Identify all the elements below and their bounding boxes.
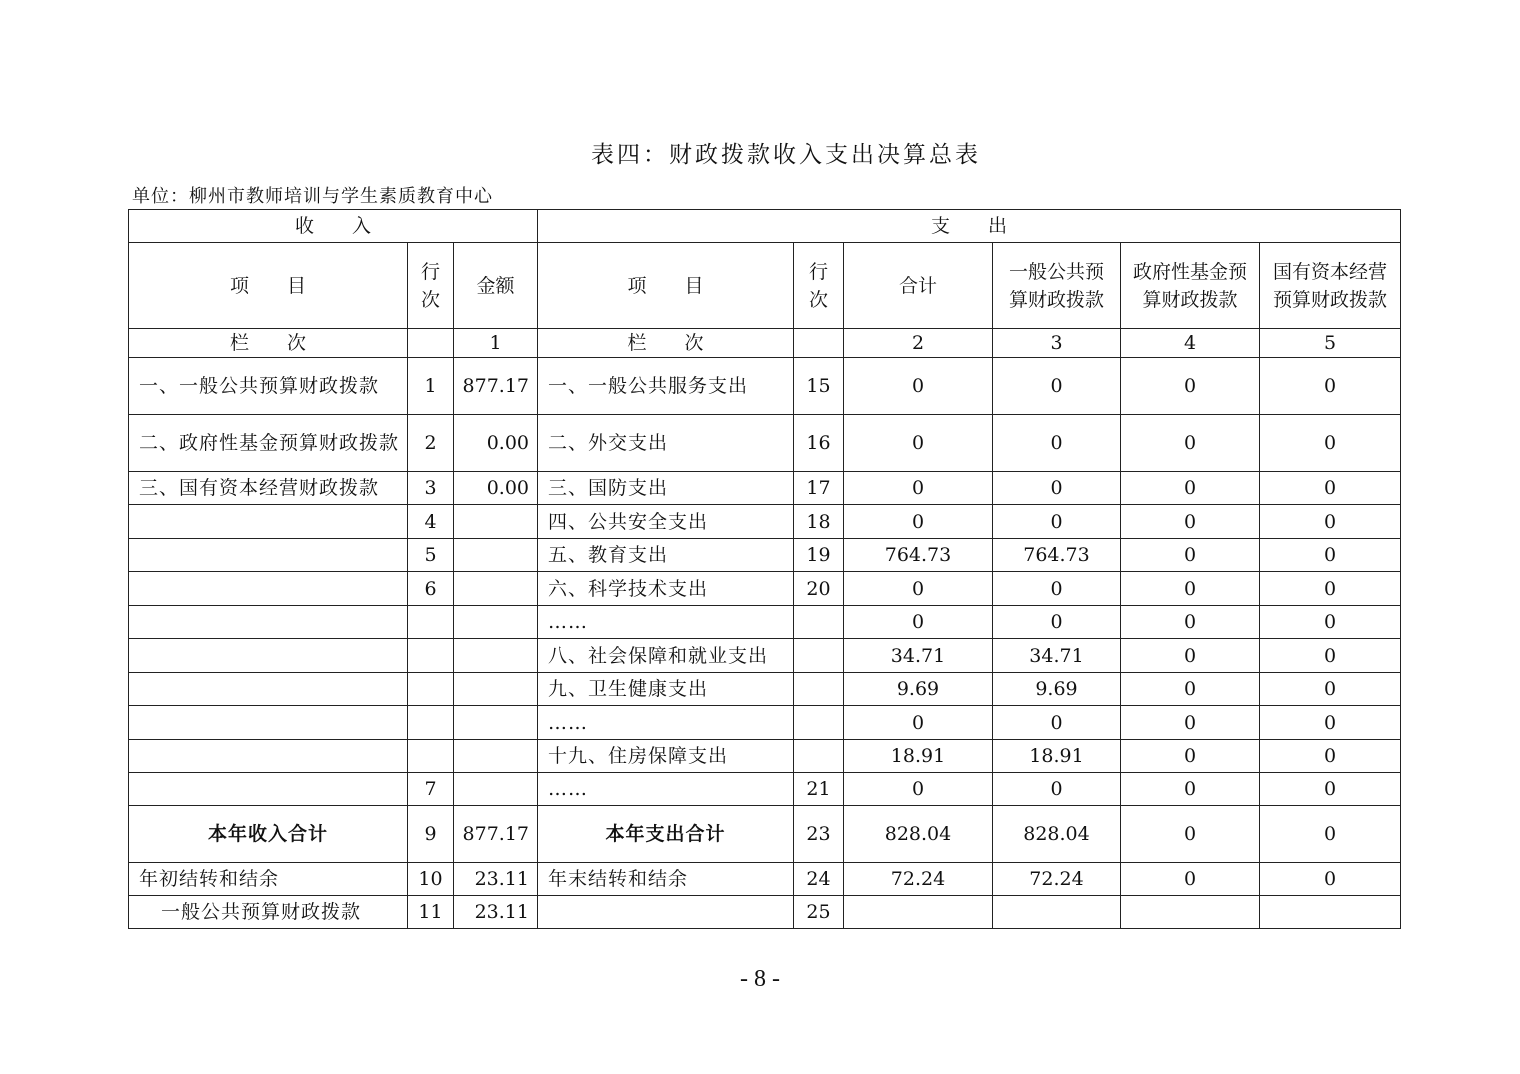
cell-state: 0 bbox=[1260, 539, 1401, 572]
cell-fund: 0 bbox=[1121, 572, 1260, 606]
cell-total: 0 bbox=[844, 415, 993, 472]
cell-out-item: 十九、住房保障支出 bbox=[538, 740, 794, 773]
table-row bbox=[129, 606, 1401, 639]
cell-in-item bbox=[129, 673, 408, 706]
cell-out-item: 三、国防支出 bbox=[538, 472, 794, 505]
cell-in-amt: 0.00 bbox=[454, 472, 538, 505]
cell-in-amt bbox=[454, 539, 538, 572]
cell-out-no: 19 bbox=[794, 539, 844, 572]
cell-state: 0 bbox=[1260, 639, 1401, 673]
cell-fund: 0 bbox=[1121, 740, 1260, 773]
cell-in-no bbox=[408, 740, 454, 773]
cell-out-item: …… bbox=[538, 706, 794, 740]
cell-general: 72.24 bbox=[993, 863, 1121, 896]
cell-out-item: 五、教育支出 bbox=[538, 539, 794, 572]
cell-state: 0 bbox=[1260, 740, 1401, 773]
cell-general: 0 bbox=[993, 706, 1121, 740]
cell-fund: 0 bbox=[1121, 863, 1260, 896]
cell-in-item bbox=[129, 572, 408, 606]
cell-state: 0 bbox=[1260, 505, 1401, 539]
table-row bbox=[129, 505, 1401, 539]
cell-out-no: 16 bbox=[794, 415, 844, 472]
cell-out-no bbox=[794, 673, 844, 706]
cell-in-no: 3 bbox=[408, 472, 454, 505]
cell-general: 34.71 bbox=[993, 639, 1121, 673]
table-row bbox=[129, 415, 1401, 472]
cell-in-item: 二、政府性基金预算财政拨款 bbox=[129, 415, 408, 472]
cell-in-no: 9 bbox=[408, 806, 454, 863]
cell-fund: 0 bbox=[1121, 415, 1260, 472]
table-row bbox=[129, 572, 1401, 606]
column-header-row bbox=[129, 243, 1401, 329]
cell-fund: 0 bbox=[1121, 673, 1260, 706]
general-budget-header: 一般公共预算财政拨款 bbox=[993, 243, 1121, 329]
cell-in-item bbox=[129, 773, 408, 806]
cell-fund: 0 bbox=[1121, 505, 1260, 539]
cell-total: 18.91 bbox=[844, 740, 993, 773]
cell-fund: 0 bbox=[1121, 706, 1260, 740]
cell-in-item: 一、一般公共预算财政拨款 bbox=[129, 358, 408, 415]
cell-in-amt bbox=[454, 706, 538, 740]
cell-out-item: …… bbox=[538, 606, 794, 639]
cell-out-item: 八、社会保障和就业支出 bbox=[538, 639, 794, 673]
section-header-row bbox=[129, 210, 1401, 243]
cell-fund: 0 bbox=[1121, 606, 1260, 639]
cell-in-amt bbox=[454, 505, 538, 539]
cell-in-no: 6 bbox=[408, 572, 454, 606]
cell-in-item: 年初结转和结余 bbox=[129, 863, 408, 896]
cell-general: 0 bbox=[993, 773, 1121, 806]
cell-in-no: 10 bbox=[408, 863, 454, 896]
cell-state: 0 bbox=[1260, 606, 1401, 639]
cell-in-no: 11 bbox=[408, 896, 454, 929]
cell-total: 0 bbox=[844, 773, 993, 806]
cell-general: 828.04 bbox=[993, 806, 1121, 863]
cell-state: 0 bbox=[1260, 415, 1401, 472]
cell-out-item: 六、科学技术支出 bbox=[538, 572, 794, 606]
expense-item-header: 项 目 bbox=[538, 243, 794, 329]
cell-total: 9.69 bbox=[844, 673, 993, 706]
cell-state: 0 bbox=[1260, 773, 1401, 806]
cell-general: 0 bbox=[993, 358, 1121, 415]
cell-general: 9.69 bbox=[993, 673, 1121, 706]
cell-in-amt bbox=[454, 673, 538, 706]
cell-state: 0 bbox=[1260, 673, 1401, 706]
cell-state: 0 bbox=[1260, 806, 1401, 863]
cell-state bbox=[1260, 896, 1401, 929]
column-number: 1 bbox=[454, 329, 538, 358]
total-header: 合计 bbox=[844, 243, 993, 329]
table-row bbox=[129, 773, 1401, 806]
cell-state: 0 bbox=[1260, 863, 1401, 896]
table-title: 表四：财政拨款收入支出决算总表 bbox=[591, 142, 981, 168]
cell-total: 764.73 bbox=[844, 539, 993, 572]
income-header: 收 入 bbox=[129, 210, 538, 243]
cell-general: 0 bbox=[993, 572, 1121, 606]
expense-row-no-header: 行次 bbox=[794, 243, 844, 329]
cell-in-item: 三、国有资本经营财政拨款 bbox=[129, 472, 408, 505]
column-number: 5 bbox=[1260, 329, 1401, 358]
cell-general: 0 bbox=[993, 472, 1121, 505]
expense-header: 支 出 bbox=[538, 210, 1401, 243]
cell-out-no: 17 bbox=[794, 472, 844, 505]
cell-out-no: 25 bbox=[794, 896, 844, 929]
cell-fund bbox=[1121, 896, 1260, 929]
cell-in-no bbox=[408, 706, 454, 740]
cell-fund: 0 bbox=[1121, 773, 1260, 806]
carry-sub-row bbox=[129, 896, 1401, 929]
cell-in-amt: 0.00 bbox=[454, 415, 538, 472]
cell-fund: 0 bbox=[1121, 806, 1260, 863]
table-row bbox=[129, 639, 1401, 673]
cell-in-amt: 23.11 bbox=[454, 896, 538, 929]
cell-fund: 0 bbox=[1121, 472, 1260, 505]
income-amount-header: 金额 bbox=[454, 243, 538, 329]
cell-in-amt: 877.17 bbox=[454, 358, 538, 415]
cell-out-item: 一、一般公共服务支出 bbox=[538, 358, 794, 415]
cell-total bbox=[844, 896, 993, 929]
blank-cell bbox=[794, 329, 844, 358]
column-number: 4 bbox=[1121, 329, 1260, 358]
cell-out-no: 20 bbox=[794, 572, 844, 606]
state-capital-header: 国有资本经营预算财政拨款 bbox=[1260, 243, 1401, 329]
table-row bbox=[129, 472, 1401, 505]
cell-in-amt: 877.17 bbox=[454, 806, 538, 863]
cell-fund: 0 bbox=[1121, 639, 1260, 673]
cell-out-no: 23 bbox=[794, 806, 844, 863]
cell-general bbox=[993, 896, 1121, 929]
cell-out-no: 24 bbox=[794, 863, 844, 896]
column-number: 2 bbox=[844, 329, 993, 358]
cell-in-item: 本年收入合计 bbox=[129, 806, 408, 863]
carry-row bbox=[129, 863, 1401, 896]
cell-general: 0 bbox=[993, 415, 1121, 472]
cell-state: 0 bbox=[1260, 358, 1401, 415]
cell-total: 34.71 bbox=[844, 639, 993, 673]
cell-state: 0 bbox=[1260, 572, 1401, 606]
fund-budget-header: 政府性基金预算财政拨款 bbox=[1121, 243, 1260, 329]
cell-in-item bbox=[129, 706, 408, 740]
cell-out-no: 15 bbox=[794, 358, 844, 415]
page-number: - 8 - bbox=[740, 966, 780, 992]
column-number: 3 bbox=[993, 329, 1121, 358]
cell-total: 828.04 bbox=[844, 806, 993, 863]
table-row bbox=[129, 673, 1401, 706]
unit-label: 单位：柳州市教师培训与学生素质教育中心 bbox=[132, 186, 493, 207]
cell-in-item bbox=[129, 539, 408, 572]
cell-in-no: 1 bbox=[408, 358, 454, 415]
cell-state: 0 bbox=[1260, 706, 1401, 740]
table-row bbox=[129, 740, 1401, 773]
table-row bbox=[129, 358, 1401, 415]
cell-fund: 0 bbox=[1121, 539, 1260, 572]
cell-in-amt bbox=[454, 606, 538, 639]
cell-in-no: 5 bbox=[408, 539, 454, 572]
cell-in-no: 2 bbox=[408, 415, 454, 472]
cell-out-no: 21 bbox=[794, 773, 844, 806]
cell-out-no: 18 bbox=[794, 505, 844, 539]
cell-out-item: …… bbox=[538, 773, 794, 806]
cell-general: 18.91 bbox=[993, 740, 1121, 773]
cell-in-item: 一般公共预算财政拨款 bbox=[129, 896, 408, 929]
cell-state: 0 bbox=[1260, 472, 1401, 505]
cell-out-no bbox=[794, 639, 844, 673]
cell-out-no bbox=[794, 740, 844, 773]
totals-row bbox=[129, 806, 1401, 863]
cell-in-amt bbox=[454, 572, 538, 606]
blank-cell bbox=[408, 329, 454, 358]
cell-fund: 0 bbox=[1121, 358, 1260, 415]
cell-in-amt bbox=[454, 639, 538, 673]
cell-in-item bbox=[129, 606, 408, 639]
expense-column-label: 栏 次 bbox=[538, 329, 794, 358]
cell-in-no: 4 bbox=[408, 505, 454, 539]
cell-total: 0 bbox=[844, 572, 993, 606]
cell-total: 0 bbox=[844, 505, 993, 539]
table-row bbox=[129, 539, 1401, 572]
cell-in-amt bbox=[454, 740, 538, 773]
cell-in-no bbox=[408, 639, 454, 673]
table-row bbox=[129, 706, 1401, 740]
cell-out-item bbox=[538, 896, 794, 929]
cell-total: 0 bbox=[844, 606, 993, 639]
appropriation-summary-table bbox=[128, 209, 1401, 929]
cell-out-no bbox=[794, 606, 844, 639]
cell-in-item bbox=[129, 740, 408, 773]
cell-total: 72.24 bbox=[844, 863, 993, 896]
cell-out-item: 二、外交支出 bbox=[538, 415, 794, 472]
cell-total: 0 bbox=[844, 358, 993, 415]
cell-general: 0 bbox=[993, 505, 1121, 539]
cell-in-amt: 23.11 bbox=[454, 863, 538, 896]
income-column-label: 栏 次 bbox=[129, 329, 408, 358]
cell-total: 0 bbox=[844, 706, 993, 740]
cell-in-amt bbox=[454, 773, 538, 806]
cell-in-item bbox=[129, 639, 408, 673]
cell-out-no bbox=[794, 706, 844, 740]
cell-in-item bbox=[129, 505, 408, 539]
income-item-header: 项 目 bbox=[129, 243, 408, 329]
cell-general: 764.73 bbox=[993, 539, 1121, 572]
cell-in-no bbox=[408, 606, 454, 639]
cell-general: 0 bbox=[993, 606, 1121, 639]
cell-out-item: 本年支出合计 bbox=[538, 806, 794, 863]
column-number-row bbox=[129, 329, 1401, 358]
cell-out-item: 四、公共安全支出 bbox=[538, 505, 794, 539]
income-row-no-header: 行次 bbox=[408, 243, 454, 329]
cell-out-item: 年末结转和结余 bbox=[538, 863, 794, 896]
cell-in-no: 7 bbox=[408, 773, 454, 806]
cell-total: 0 bbox=[844, 472, 993, 505]
cell-in-no bbox=[408, 673, 454, 706]
cell-out-item: 九、卫生健康支出 bbox=[538, 673, 794, 706]
